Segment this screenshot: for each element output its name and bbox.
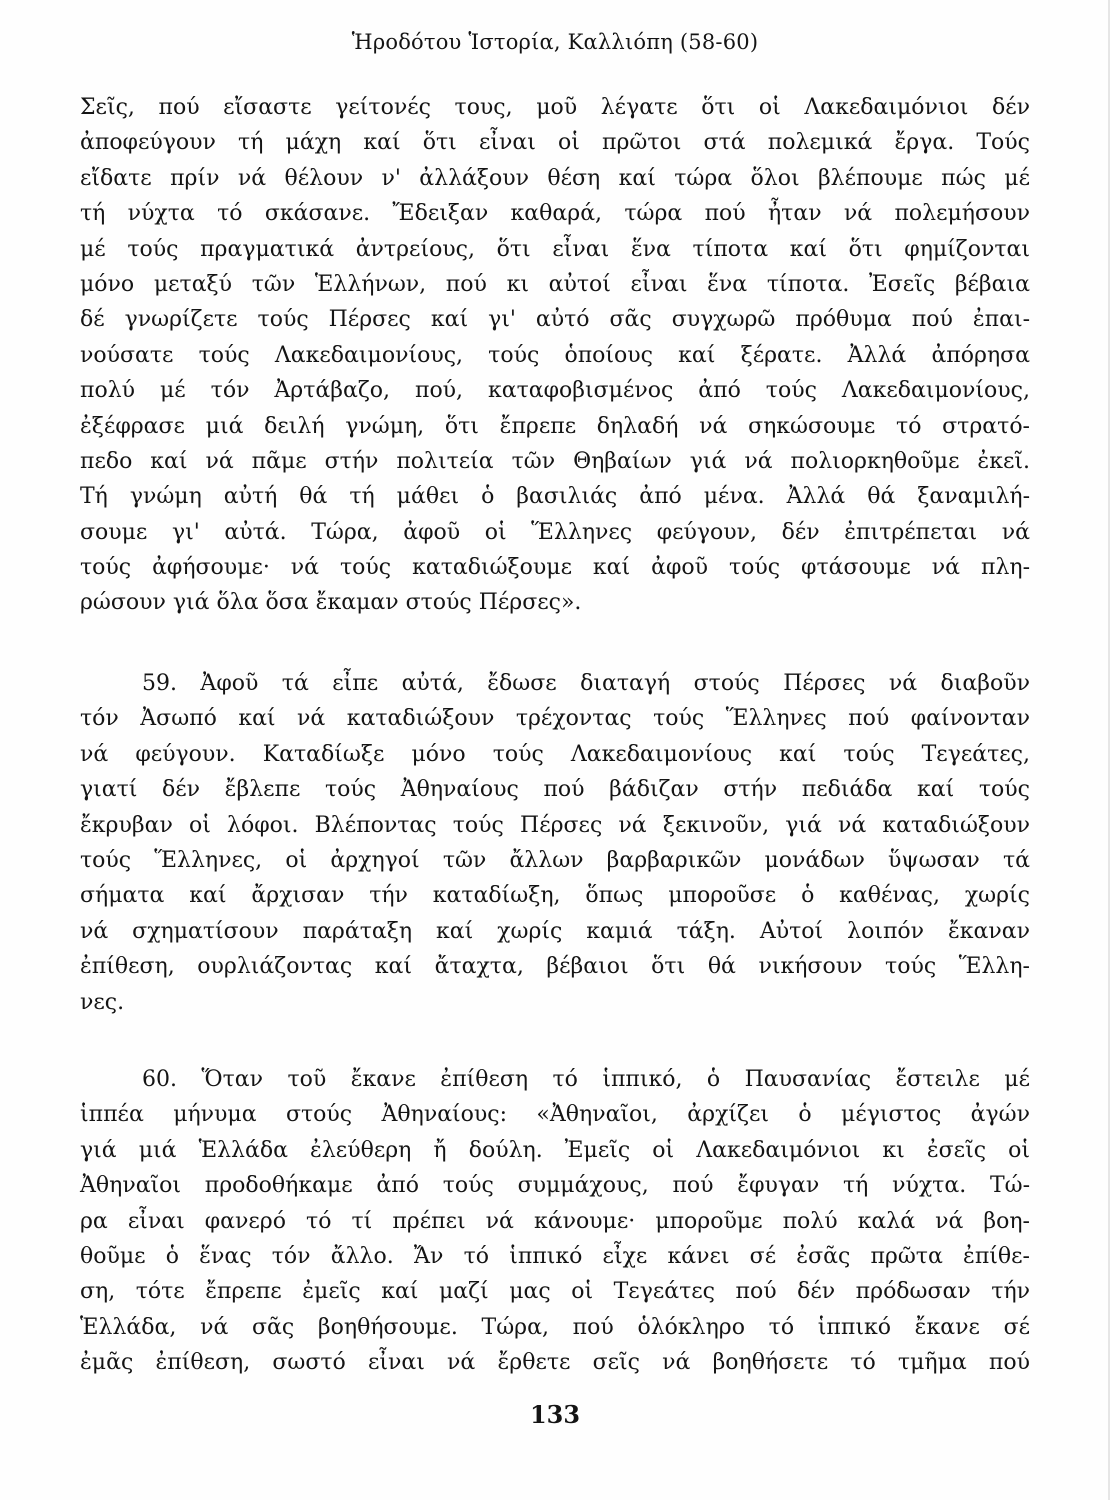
text-line: πολύ μέ τόν Ἀρτάβαζο, πού, καταφοβισμένος ἀπό τούς Λακεδαιμονίους, [80, 378, 1030, 404]
paragraph-58-continuation [80, 90, 1030, 621]
text-line: σήματα καί ἄρχισαν τήν καταδίωξη, ὅπως μποροῦσε ὁ καθένας, χωρίς [80, 883, 1030, 909]
text-line: μέ τούς πραγματικά ἀντρείους, ὅτι εἶναι ἕνα τίποτα καί ὅτι φημίζονται [80, 236, 1030, 262]
text-line: εἴδατε πρίν νά θέλουν ν' ἀλλάξουν θέση καί τώρα ὅλοι βλέπουμε πώς μέ [80, 165, 1030, 191]
text-line: γιά μιά Ἑλλάδα ἐλεύθερη ἤ δούλη. Ἐμεῖς οἱ Λακεδαιμόνιοι κι ἐσεῖς οἱ [80, 1137, 1030, 1163]
page-number: 133 [529, 1400, 581, 1429]
text-line: 60. Ὅταν τοῦ ἔκανε ἐπίθεση τό ἱππικό, ὁ Παυσανίας ἔστειλε μέ [142, 1067, 1030, 1092]
text-line: ἀποφεύγουν τή μάχη καί ὅτι εἶναι οἱ πρῶτοι στά πολεμικά ἔργα. Τούς [80, 130, 1030, 156]
text-line: Σεῖς, πού εἴσαστε γείτονές τους, μοῦ λέγατε ὅτι οἱ Λακεδαιμόνιοι δέν [80, 95, 1030, 120]
text-line: ἱππέα μήνυμα στούς Ἀθηναίους: «Ἀθηναῖοι, ἀρχίζει ὁ μέγιστος ἀγών [80, 1102, 1030, 1128]
text-line: δέ γνωρίζετε τούς Πέρσες καί γι' αὐτό σᾶς συγχωρῶ πρόθυμα πού ἐπαι- [80, 307, 1030, 333]
text-line: τούς Ἕλληνες, οἱ ἀρχηγοί τῶν ἄλλων βαρβαρικῶν μονάδων ὕψωσαν τά [80, 847, 1030, 873]
text-line: νά φεύγουν. Καταδίωξε μόνο τούς Λακεδαιμονίους καί τούς Τεγεάτες, [80, 741, 1030, 767]
text-line: Ἑλλάδα, νά σᾶς βοηθήσουμε. Τώρα, πού ὁλόκληρο τό ἱππικό ἔκανε σέ [80, 1314, 1030, 1340]
text-line: 59. Ἀφοῦ τά εἶπε αὐτά, ἔδωσε διαταγή στούς Πέρσες νά διαβοῦν [142, 671, 1030, 696]
text-line: θοῦμε ὁ ἕνας τόν ἄλλο. Ἄν τό ἱππικό εἶχε κάνει σέ ἐσᾶς πρῶτα ἐπίθε- [80, 1243, 1030, 1269]
text-line: γιατί δέν ἔβλεπε τούς Ἀθηναίους πού βάδιζαν στήν πεδιάδα καί τούς [80, 777, 1030, 803]
text-line: νες. [80, 989, 125, 1015]
text-line: μόνο μεταξύ τῶν Ἑλλήνων, πού κι αὐτοί εἶναι ἕνα τίποτα. Ἐσεῖς βέβαια [80, 271, 1030, 297]
text-line: νά σχηματίσουν παράταξη καί χωρίς καμιά τάξη. Αὐτοί λοιπόν ἔκαναν [80, 918, 1030, 944]
text-line: Τή γνώμη αὐτή θά τή μάθει ὁ βασιλιάς ἀπό μένα. Ἀλλά θά ξαναμιλή- [80, 484, 1030, 510]
text-line: ἐμᾶς ἐπίθεση, σωστό εἶναι νά ἔρθετε σεῖς νά βοηθήσετε τό τμῆμα πού [80, 1350, 1030, 1376]
text-line: ἐξέφρασε μιά δειλή γνώμη, ὅτι ἔπρεπε δηλαδή νά σηκώσουμε τό στρατό- [80, 413, 1030, 439]
text-line: τή νύχτα τό σκάσανε. Ἔδειξαν καθαρά, τώρα πού ἦταν νά πολεμήσουν [80, 201, 1030, 227]
text-line: ἔκρυβαν οἱ λόφοι. Βλέποντας τούς Πέρσες νά ξεκινοῦν, γιά νά καταδιώξουν [80, 812, 1030, 838]
text-line: ἐπίθεση, ουρλιάζοντας καί ἄταχτα, βέβαιοι ὅτι θά νικήσουν τούς Ἕλλη- [80, 954, 1030, 980]
text-line: τόν Ἀσωπό καί νά καταδιώξουν τρέχοντας τούς Ἕλληνες πού φαίνονταν [80, 706, 1030, 732]
paragraph-60 [80, 1062, 1030, 1381]
running-header: Ἡροδότου Ἱστορία, Καλλιόπη (58-60) [351, 30, 759, 54]
text-line: σουμε γι' αὐτά. Τώρα, ἀφοῦ οἱ Ἕλληνες φεύγουν, δέν ἐπιτρέπεται νά [80, 519, 1030, 545]
text-line: ρώσουν γιά ὅλα ὅσα ἔκαμαν στούς Πέρσες». [80, 590, 582, 616]
text-line: ρα εἶναι φανερό τό τί πρέπει νά κάνουμε· μποροῦμε πολύ καλά νά βοη- [80, 1208, 1030, 1234]
paragraph-59 [80, 666, 1030, 1020]
text-line: ση, τότε ἔπρεπε ἐμεῖς καί μαζί μας οἱ Τεγεάτες πού δέν πρόδωσαν τήν [80, 1279, 1030, 1305]
text-line: νούσατε τούς Λακεδαιμονίους, τούς ὁποίους καί ξέρατε. Ἀλλά ἀπόρησα [80, 342, 1030, 368]
text-line: τούς ἀφήσουμε· νά τούς καταδιώξουμε καί ἀφοῦ τούς φτάσουμε νά πλη- [80, 555, 1030, 581]
text-line: πεδο καί νά πᾶμε στήν πολιτεία τῶν Θηβαίων γιά νά πολιορκηθοῦμε ἐκεῖ. [80, 448, 1030, 474]
text-line: Ἀθηναῖοι προδοθήκαμε ἀπό τούς συμμάχους, πού ἔφυγαν τή νύχτα. Τώ- [80, 1173, 1030, 1199]
